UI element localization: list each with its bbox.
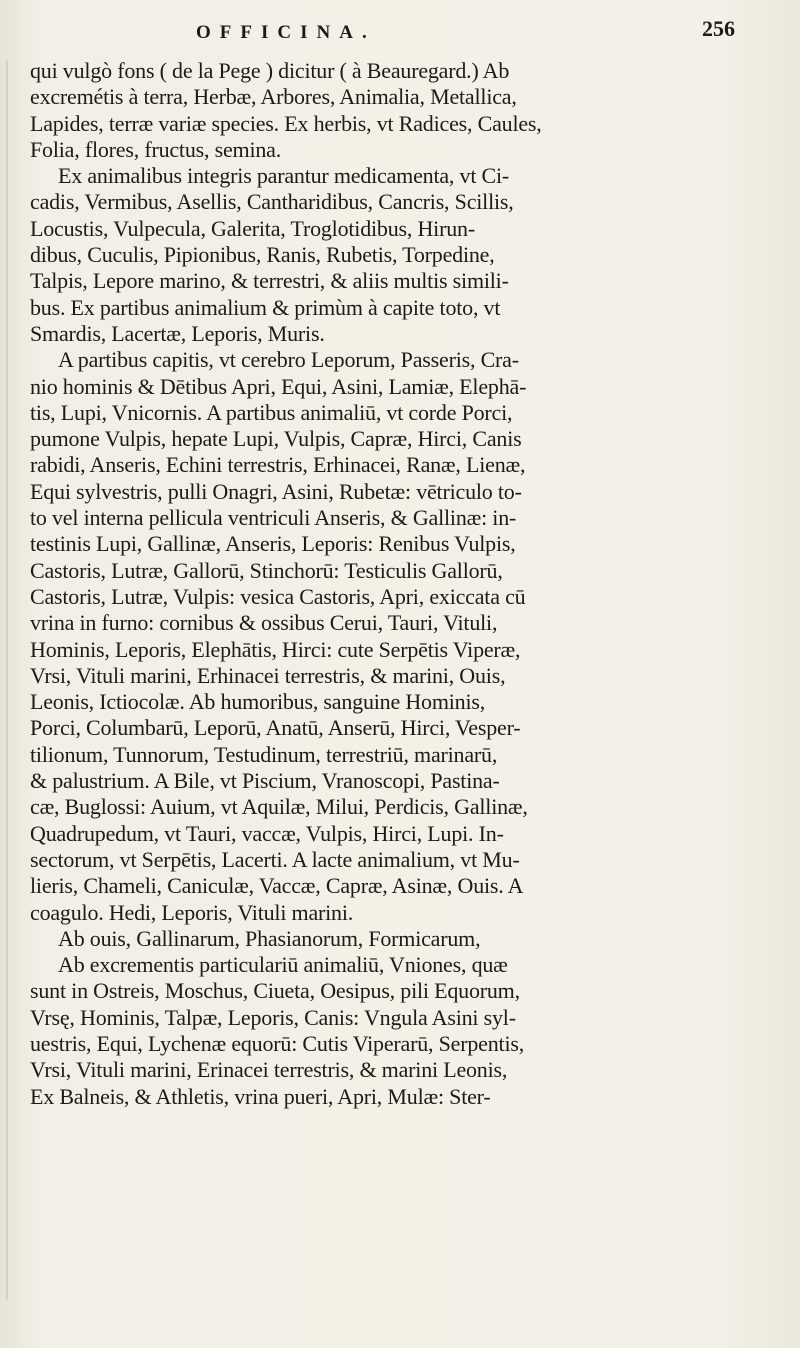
page-header [0, 10, 800, 50]
text-line: Equi sylvestris, pulli Onagri, Asini, Rubetæ: vētriculo to- [30, 478, 522, 504]
text-line: bus. Ex partibus animalium & primùm à capite toto, vt [30, 294, 501, 320]
text-line: Vrsi, Vituli marini, Erinacei terrestris, & marini Leonis, [30, 1057, 508, 1083]
text-line: Vrsę, Hominis, Talpæ, Leporis, Canis: Vngula Asini syl- [30, 1004, 516, 1030]
running-head: OFFICINA. [196, 22, 376, 43]
text-line: Hominis, Leporis, Elephātis, Hirci: cute Serpētis Viperæ, [30, 636, 521, 662]
text-line: cadis, Vermibus, Asellis, Cantharidibus, Cancris, Scillis, [30, 189, 514, 215]
text-line: Lapides, terræ variæ species. Ex herbis, vt Radices, Caules, [30, 110, 542, 136]
text-line: Talpis, Lepore marino, & terrestri, & aliis multis simili- [30, 268, 509, 294]
text-line: pumone Vulpis, hepate Lupi, Vulpis, Capræ, Hirci, Canis [30, 426, 522, 452]
text-line: Ab excrementis particulariū animaliū, Vniones, quæ [58, 952, 508, 978]
text-line: Leonis, Ictiocolæ. Ab humoribus, sanguine Hominis, [30, 689, 486, 715]
text-line: vrina in furno: cornibus & ossibus Cerui, Tauri, Vituli, [30, 610, 498, 636]
text-line: Ab ouis, Gallinarum, Phasianorum, Formicarum, [58, 925, 481, 951]
text-line: Castoris, Lutræ, Vulpis: vesica Castoris, Apri, exiccata cū [30, 583, 526, 609]
body-text [30, 58, 766, 1110]
binding-shadow [6, 60, 8, 1300]
text-line: Smardis, Lacertæ, Leporis, Muris. [30, 320, 325, 346]
text-line: Porci, Columbarū, Leporū, Anatū, Anserū, Hirci, Vesper- [30, 715, 521, 741]
text-line: to vel interna pellicula ventriculi Anseris, & Gallinæ: in- [30, 505, 517, 531]
text-line: Quadrupedum, vt Tauri, vaccæ, Vulpis, Hirci, Lupi. In- [30, 820, 504, 846]
text-line: A partibus capitis, vt cerebro Leporum, Passeris, Cra- [58, 347, 519, 373]
text-line: Ex animalibus integris parantur medicamenta, vt Ci- [58, 163, 510, 189]
text-line: Castoris, Lutræ, Gallorū, Stinchorū: Testiculis Gallorū, [30, 557, 503, 583]
text-line: lieris, Chameli, Caniculæ, Vaccæ, Capræ, Asinæ, Ouis. A [30, 873, 524, 899]
text-line: & palustrium. A Bile, vt Piscium, Vranoscopi, Pastina- [30, 768, 500, 794]
text-line: sunt in Ostreis, Moschus, Ciueta, Oesipus, pili Equorum, [30, 978, 520, 1004]
text-line: tis, Lupi, Vnicornis. A partibus animaliū, vt corde Porci, [30, 399, 513, 425]
text-line: sectorum, vt Serpētis, Lacerti. A lacte animalium, vt Mu- [30, 846, 520, 872]
text-line: Ex Balneis, & Athletis, vrina pueri, Apri, Mulæ: Ster- [30, 1083, 491, 1109]
text-line: Locustis, Vulpecula, Galerita, Troglotidibus, Hirun- [30, 215, 475, 241]
text-line: testinis Lupi, Gallinæ, Anseris, Leporis: Renibus Vulpis, [30, 531, 516, 557]
text-line: cæ, Buglossi: Auium, vt Aquilæ, Milui, Perdicis, Gallinæ, [30, 794, 528, 820]
text-line: dibus, Cuculis, Pipionibus, Ranis, Rubetis, Torpedine, [30, 242, 495, 268]
text-line: excremétis à terra, Herbæ, Arbores, Animalia, Metallica, [30, 84, 517, 110]
page-number: 256 [702, 16, 735, 41]
text-line: tilionum, Tunnorum, Testudinum, terrestriū, marinarū, [30, 741, 498, 767]
text-line: nio hominis & Dētibus Apri, Equi, Asini, Lamiæ, Elephā- [30, 373, 527, 399]
text-line: Folia, flores, fructus, semina. [30, 136, 282, 162]
text-line: uestris, Equi, Lychenæ equorū: Cutis Viperarū, Serpentis, [30, 1030, 525, 1056]
text-line: coagulo. Hedi, Leporis, Vituli marini. [30, 899, 354, 925]
text-line: qui vulgò fons ( de la Pege ) dicitur ( à Beauregard.) Ab [30, 58, 510, 83]
text-line: Vrsi, Vituli marini, Erhinacei terrestris, & marini, Ouis, [30, 662, 506, 688]
text-line: rabidi, Anseris, Echini terrestris, Erhinacei, Ranæ, Lienæ, [30, 452, 526, 478]
